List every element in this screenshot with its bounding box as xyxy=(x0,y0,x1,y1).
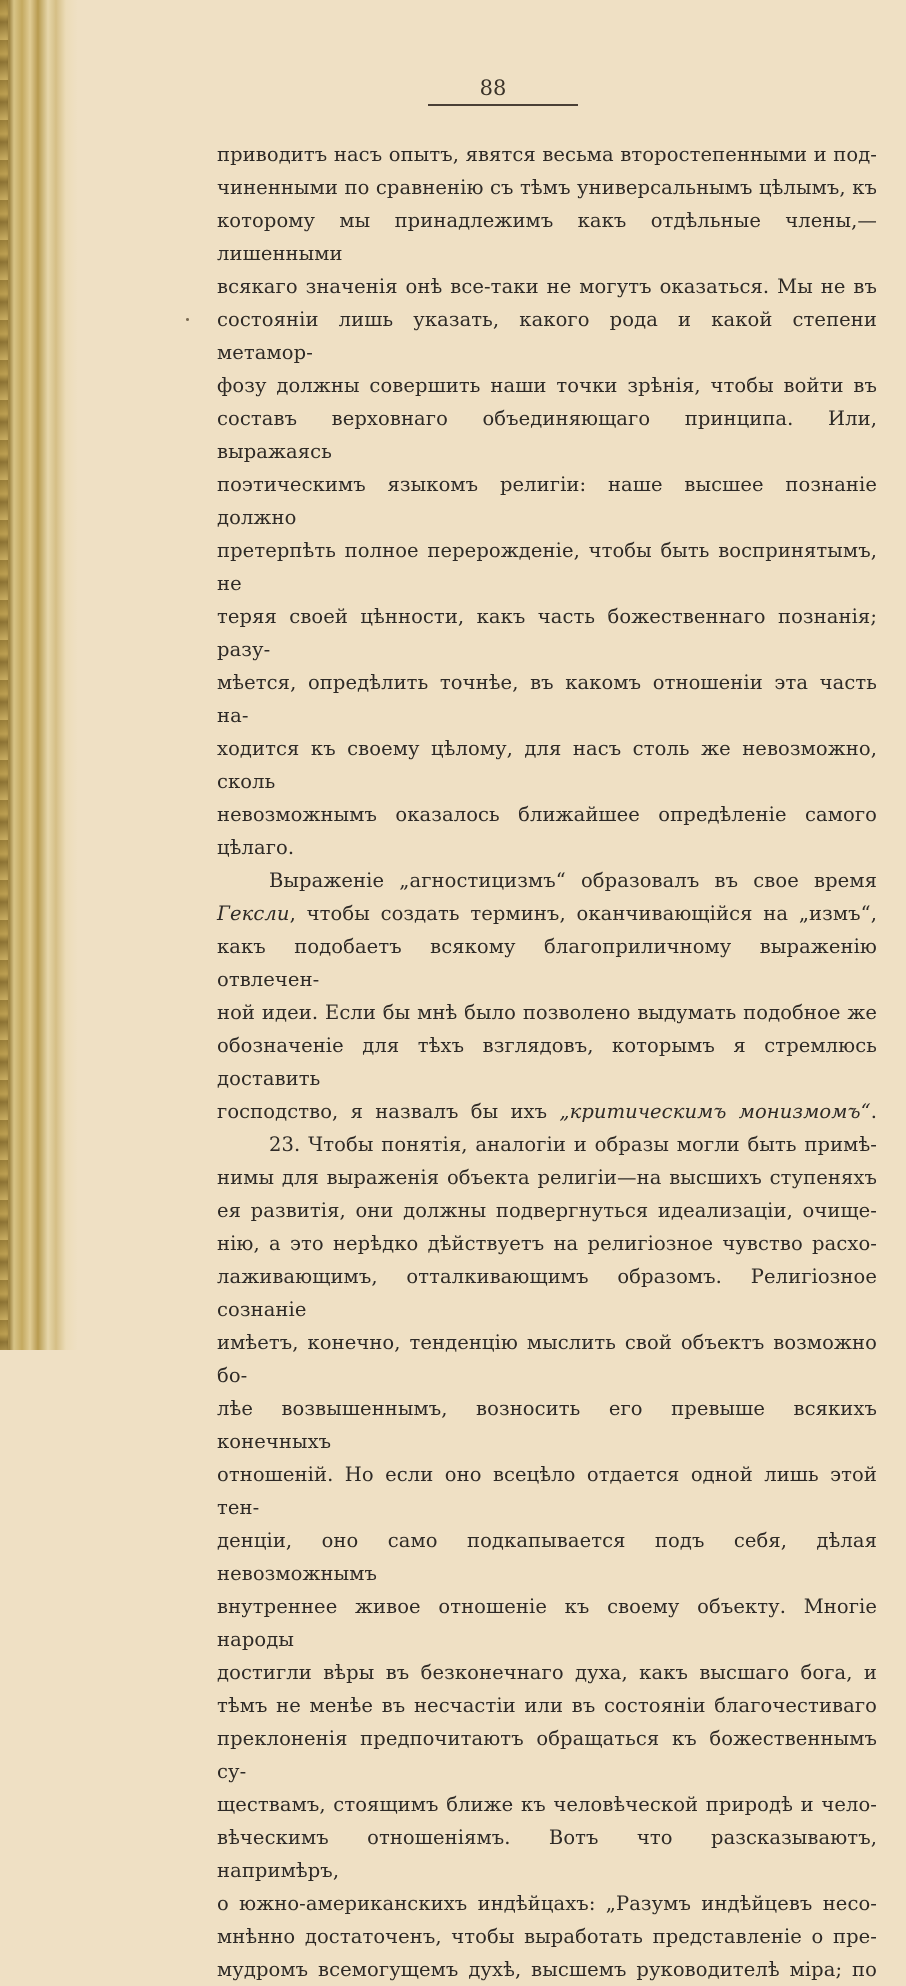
text-line: претерпѣть полное перерожденіе, чтобы быть воспринятымъ, не xyxy=(217,539,877,595)
text-line: господство, я назвалъ бы ихъ „критическимъ монизмомъ“. xyxy=(217,1100,877,1123)
text-line: лаживающимъ, отталкивающимъ образомъ. Религіозное сознаніе xyxy=(217,1265,877,1321)
text-line: мнѣнно достаточенъ, чтобы выработать представленіе о пре- xyxy=(217,1925,877,1948)
page-number: 88 xyxy=(479,76,507,100)
text-line: нимы для выраженія объекта религіи—на высшихъ ступеняхъ xyxy=(217,1166,877,1189)
text-line: ществамъ, стоящимъ ближе къ человѣческой природѣ и чело- xyxy=(217,1793,877,1816)
text-line: ной идеи. Если бы мнѣ было позволено выдумать подобное же xyxy=(217,1001,877,1024)
page-header xyxy=(428,76,578,100)
text-line: мѣется, опредѣлить точнѣе, въ какомъ отношеніи эта часть на- xyxy=(217,671,877,727)
body-text xyxy=(217,138,877,1986)
text-line: приводитъ насъ опытъ, явятся весьма второстепенными и под- xyxy=(217,143,877,166)
text-line: поэтическимъ языкомъ религіи: наше высшее познаніе должно xyxy=(217,473,877,529)
paper-speck xyxy=(186,318,189,321)
text-line: ходится къ своему цѣлому, для насъ столь же невозможно, сколь xyxy=(217,737,877,793)
book-gutter xyxy=(0,0,78,1350)
text-line: какъ подобаетъ всякому благоприличному выраженію отвлечен- xyxy=(217,935,877,991)
text-line: преклоненія предпочитаютъ обращаться къ божественнымъ су- xyxy=(217,1727,877,1783)
text-line: чиненными по сравненію съ тѣмъ универсальнымъ цѣлымъ, къ xyxy=(217,176,877,199)
header-rule xyxy=(428,104,578,106)
text-line: составъ верховнаго объединяющаго принципа. Или, выражаясь xyxy=(217,407,877,463)
text-line: невозможнымъ оказалось ближайшее опредѣленіе самого цѣлаго. xyxy=(217,803,877,859)
text-line: Гексли, чтобы создать терминъ, оканчивающійся на „измъ“, xyxy=(217,902,877,925)
text-line: имѣетъ, конечно, тенденцію мыслить свой объектъ возможно бо- xyxy=(217,1331,877,1387)
text-line: мудромъ всемогущемъ духѣ, высшемъ руководителѣ міра; по xyxy=(217,1958,877,1981)
author-name: Гексли xyxy=(217,902,290,925)
text-line: отношеній. Но если оно всецѣло отдается одной лишь этой тен- xyxy=(217,1463,877,1519)
text-line: тѣмъ не менѣе въ несчастіи или въ состояніи благочестиваго xyxy=(217,1694,877,1717)
text-line: Выраженіе „агностицизмъ“ образовалъ въ свое время xyxy=(269,869,877,892)
text-line: теряя своей цѣнности, какъ часть божественнаго познанія; разу- xyxy=(217,605,877,661)
text-line: нію, а это нерѣдко дѣйствуетъ на религіозное чувство расхо- xyxy=(217,1232,877,1255)
text-line: достигли вѣры въ безконечнаго духа, какъ высшаго бога, и xyxy=(217,1661,877,1684)
text-line: ея развитія, они должны подвергнуться идеализаціи, очище- xyxy=(217,1199,877,1222)
text-line: 23. Чтобы понятія, аналогіи и образы могли быть примѣ- xyxy=(269,1133,877,1156)
text-line: обозначеніе для тѣхъ взглядовъ, которымъ я стремлюсь доставить xyxy=(217,1034,877,1090)
text-line: денціи, оно само подкапывается подъ себя, дѣлая невозможнымъ xyxy=(217,1529,877,1585)
text-line: всякаго значенія онѣ все-таки не могутъ оказаться. Мы не въ xyxy=(217,275,877,298)
text-line: которому мы принадлежимъ какъ отдѣльные члены,—лишенными xyxy=(217,209,877,265)
text-line: внутреннее живое отношеніе къ своему объекту. Многіе народы xyxy=(217,1595,877,1651)
term-critical-monism: „критическимъ монизмомъ“ xyxy=(559,1100,871,1123)
text-line: фозу должны совершить наши точки зрѣнія, чтобы войти въ xyxy=(217,374,877,397)
text-line: состояніи лишь указать, какого рода и какой степени метамор- xyxy=(217,308,877,364)
text-line: вѣческимъ отношеніямъ. Вотъ что разсказываютъ, напримѣръ, xyxy=(217,1826,877,1882)
text-line: лѣе возвышеннымъ, возносить его превыше всякихъ конечныхъ xyxy=(217,1397,877,1453)
text-line: о южно-американскихъ индѣйцахъ: „Разумъ индѣйцевъ несо- xyxy=(217,1892,877,1915)
